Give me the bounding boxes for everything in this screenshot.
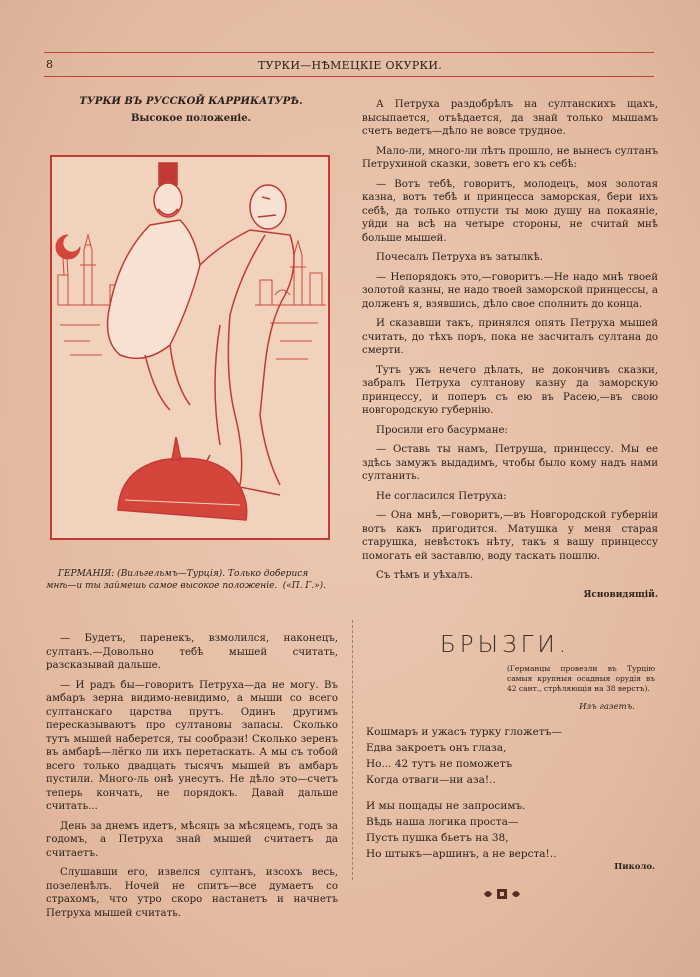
story-paragraph: — И радъ бы—говоритъ Петруха—да не могу. Въ амбаръ зерна видимо-невидимо, а мыши со всего султанскаго царства прутъ. Одинъ другимъ пересказываютъ про султановы запасы. Сколько тутъ мышей наберется, ты сообрази! Сколько зеренъ въ амбарѣ—лёгко ли ихъ перетаскать. А мы съ тобой всего только двадцать тысячъ мышей въ амбаръ пустили. Много-ль онѣ унесутъ. Не дѣло это—счетъ теперь кончать, не порядокъ. Давай дальше считать... — [46, 679, 338, 812]
poem — [366, 724, 656, 862]
sprays-epigraph: (Германцы провезли въ Турцію самыя крупныя осадныя орудія въ 42 сант., стрѣляющія на 38 верстъ). — [507, 664, 655, 693]
poem-line: Но штыкъ—аршинъ, а не верста!.. — [366, 848, 557, 860]
story-paragraph: Слушавши его, извелся султанъ, изсохъ весь, позеленѣлъ. Ночей не спитъ—все думаетъ со страхомъ, что утро скоро настанетъ и начнетъ Петруха мышей считать. — [46, 867, 338, 919]
header-rule-bottom — [44, 76, 654, 77]
sprays-heading: БРЫЗГИ. — [440, 632, 571, 658]
story-paragraph: Съ тѣмъ и уѣхалъ. — [376, 570, 474, 581]
header-rule-top — [44, 52, 654, 53]
story-signature: Ясновидящій. — [583, 589, 658, 600]
poem-line: Едва закроетъ онъ глаза, — [366, 742, 507, 754]
story-paragraph: Почесалъ Петруха въ затылкѣ. — [376, 252, 543, 263]
story-paragraph: Не согласился Петруха: — [376, 490, 507, 502]
running-title: ТУРКИ—НѢМЕЦКІЕ ОКУРКИ. — [257, 59, 443, 72]
story-paragraph: — Она мнѣ,—говоритъ,—въ Новгородской губерніи вотъ какъ пригодится. Матушка у меня старая старушка, невѣстокъ нѣту, такъ я вашу принцессу помогать ей заставлю, воду таскать пошлю. — [362, 510, 658, 562]
column-divider — [352, 620, 353, 880]
cartoon-caption: ГЕРМАНІЯ: (Вильгельмъ—Турція). Только доберися мнѣ—и ты займешь самое высокое положеніе. — [46, 569, 309, 591]
story-paragraph: И сказавши такъ, принялся опять Петруха мышей считать, до тѣхъ поръ, пока не засчиталъ султана до смерти. — [362, 318, 658, 356]
sprays-epigraph-source: Изъ газетъ. — [579, 702, 635, 712]
story-paragraph: — Оставь ты намъ, Петруша, принцессу. Мы ее здѣсь замужъ выдадимъ, чтобы было кому надъ нами султанить. — [362, 444, 658, 482]
poem-line: Когда отваги—ни аза!.. — [366, 774, 496, 786]
poem-author: Пиколо. — [614, 862, 655, 872]
poem-line: Но... 42 тутъ не поможетъ — [366, 758, 513, 770]
cartoon-illustration — [50, 155, 330, 540]
cartoon-heading-block — [46, 96, 336, 124]
poem-line: Вѣдь наша логика проста— — [366, 816, 519, 828]
cartoon-caption-source: («П. Г.»). — [282, 581, 326, 591]
stanza-gap — [366, 788, 656, 798]
story-paragraph: — Будетъ, паренекъ, взмолился, наконецъ, султанъ.—Довольно тебѣ мышей считать, разсказывай дальше. — [46, 633, 338, 671]
fez-hat — [159, 163, 177, 185]
ornament-icon — [482, 887, 522, 901]
story-paragraph: — Непорядокъ это,—говоритъ.—Не надо мнѣ твоей золотой казны, не надо твоей заморской принцессы, а долженъ я, взявшись, дѣло свое сполнить до конца. — [362, 271, 658, 310]
story-paragraph: Просили его басурмане: — [376, 424, 508, 436]
poem-line: Пусть пушка бьетъ на 38, — [366, 832, 509, 844]
page-number: 8 — [46, 58, 53, 71]
story-paragraph: Мало-ли, много-ли лѣтъ прошло, не вынесъ султанъ Петрухиной сказки, зоветъ его къ себѣ: — [362, 145, 658, 170]
story-paragraph: — Вотъ тебѣ, говоритъ, молодецъ, моя золотая казна, вотъ тебѣ и принцесса заморская, бери ихъ себѣ, да только отпусти ты мою душу на покаяніе, уйди на всѣ на четыре стороны, не считай мнѣ больше мышей. — [362, 178, 658, 244]
cartoon-caption-block — [46, 568, 326, 592]
poem-line: Кошмаръ и ужасъ турку гложетъ— — [366, 726, 562, 738]
story-left-column — [46, 632, 338, 926]
story-paragraph: День за днемъ идетъ, мѣсяцъ за мѣсяцемъ, годъ за годомъ, а Петруха знай мышей считаетъ да считаетъ. — [46, 820, 338, 859]
story-right-column — [362, 98, 658, 602]
story-paragraph: А Петруха раздобрѣлъ на султанскихъ щахъ, высыпается, отъѣдается, да знай только мышамъ счетъ ведетъ—дѣло не вовсе трудное. — [362, 99, 658, 137]
cartoon-title: ТУРКИ ВЪ РУССКОЙ КАРРИКАТУРѢ. — [79, 96, 303, 107]
story-paragraph: Тутъ ужъ нечего дѣлать, не докончивъ сказки, забралъ Петруха султанову казну да заморскую принцессу, и поперъ съ ею въ Расею,—въ свою новгородскую губернію. — [362, 364, 658, 416]
poem-line: И мы пощады не запросимъ. — [366, 800, 526, 812]
cartoon-subtitle: Высокое положеніе. — [130, 113, 252, 124]
